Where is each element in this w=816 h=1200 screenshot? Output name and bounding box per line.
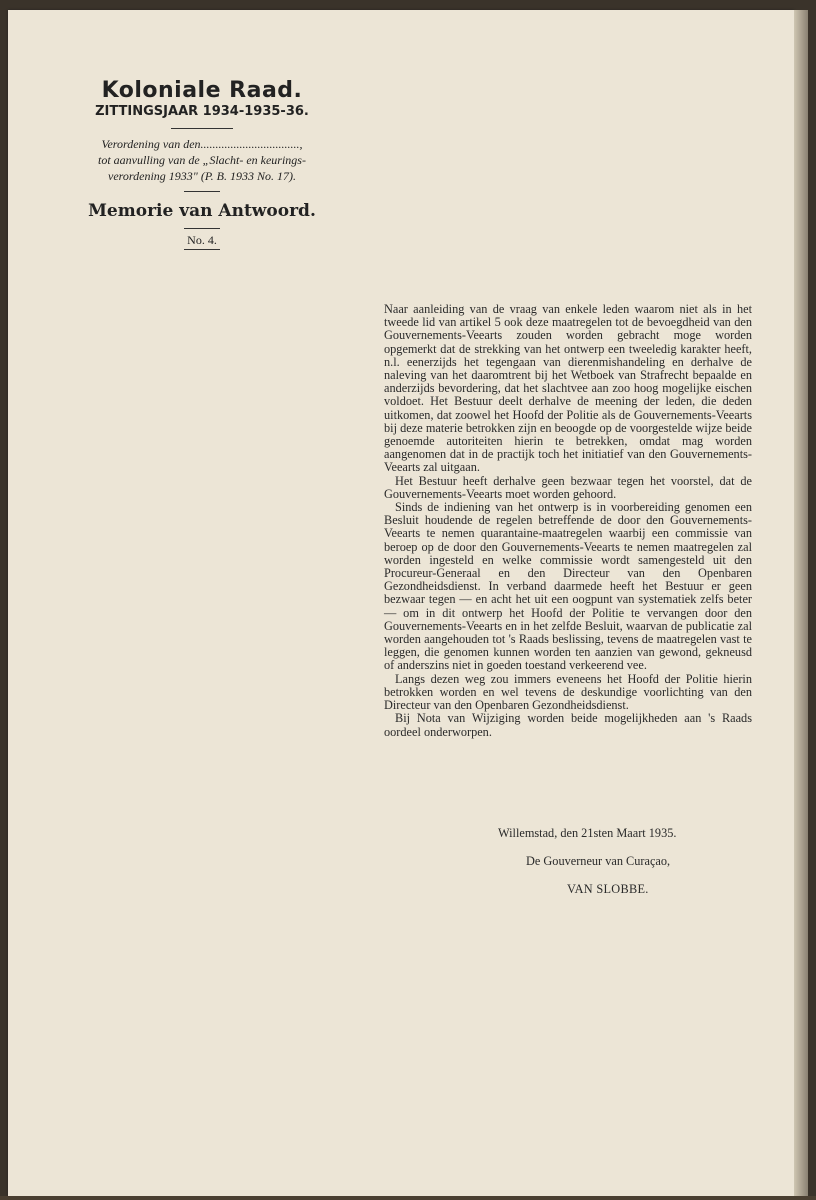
ordinance-line-3: verordening 1933" (P. B. 1933 No. 17).: [108, 169, 296, 183]
page-edge: [794, 10, 808, 1200]
body-text: [384, 303, 752, 739]
document-number: No. 4.: [187, 233, 217, 247]
signature-place-date: Willemstad, den 21sten Maart 1935.: [498, 826, 677, 840]
signature-role: De Gouverneur van Curaçao,: [526, 854, 671, 868]
paragraph: Naar aanleiding van de vraag van enkele leden waarom niet als in het tweede lid van artikel 5 ook deze maatregelen tot de bevoegdheid van den Gouvernements-Veearts zouden worden gebracht moge worden opgemerkt dat de strekking van het ontwerp een tweeledig karakter heeft, n.l. eenerzijds het tegengaan van dierenmishandeling en derhalve de naleving van het daaromtrent bij het Wetboek van Strafrecht bepaalde en anderzijds bevordering, dat het slachtvee aan zoo hoog mogelijke eischen voldoet. Het Bestuur deelt derhalve de meening der leden, die deden uitkomen, dat zoowel het Hoofd der Politie als de Gouvernements-Veearts bij deze materie betrokken zijn en beoogde op de voorgestelde wijze beide genoemde autoriteiten hierin te betrekken, omdat mag worden aangenomen dat in de practijk toch het initiatief van den Gouvernements-Veearts zal uitgaan.: [384, 302, 752, 475]
paragraph: Het Bestuur heeft derhalve geen bezwaar tegen het voorstel, dat de Gouvernements-Veearts moet worden gehoord.: [384, 473, 752, 501]
paragraph: Bij Nota van Wijziging worden beide mogelijkheden aan 's Raads oordeel onderworpen.: [384, 711, 752, 739]
divider: [171, 128, 233, 129]
ordinance-line-2: tot aanvulling van de „Slacht- en keurings-: [98, 153, 306, 167]
document-type: Memorie van Antwoord.: [88, 201, 316, 221]
divider: [184, 228, 220, 229]
council-title: Koloniale Raad.: [101, 78, 303, 103]
divider: [184, 249, 220, 250]
paragraph: Sinds de indiening van het ontwerp is in voorbereiding genomen een Besluit houdende de regelen betreffende de door den Gouvernements-Veearts te nemen quarantaine-maatregelen waarbij een commissie van beroep op de door den Gouvernements-Veearts te nemen maatregelen zal worden ingesteld en welke commissie wordt samengesteld uit den Procureur-Generaal en den Directeur van den Openbaren Gezondheidsdienst. In verband daarmede heeft het Bestuur er geen bezwaar tegen — en acht het uit een oogpunt van systematiek zelfs beter — om in dit ontwerp het Hoofd der Politie te vervangen door den Gouvernements-Veearts en in het zelfde Besluit, waarvan de publicatie zal worden aangehouden tot 's Raads beslissing, tevens de maatregelen vast te leggen, die genomen kunnen worden ten aanzien van gewond, gekneusd of anderszins niet in goeden toestand verkeerend vee.: [384, 500, 752, 673]
bottom-strip: [0, 1196, 816, 1200]
session-year: ZITTINGSJAAR 1934-1935-36.: [95, 104, 309, 119]
divider: [184, 191, 220, 192]
document-header: [72, 78, 332, 252]
signature-name: VAN SLOBBE.: [567, 882, 649, 896]
paragraph: Langs dezen weg zou immers eveneens het Hoofd der Politie hierin betrokken worden en wel tevens de deskundige voorlichting van den Directeur van den Openbaren Gezondheidsdienst.: [384, 671, 752, 713]
ordinance-line-1: Verordening van den.................................,: [101, 137, 303, 151]
